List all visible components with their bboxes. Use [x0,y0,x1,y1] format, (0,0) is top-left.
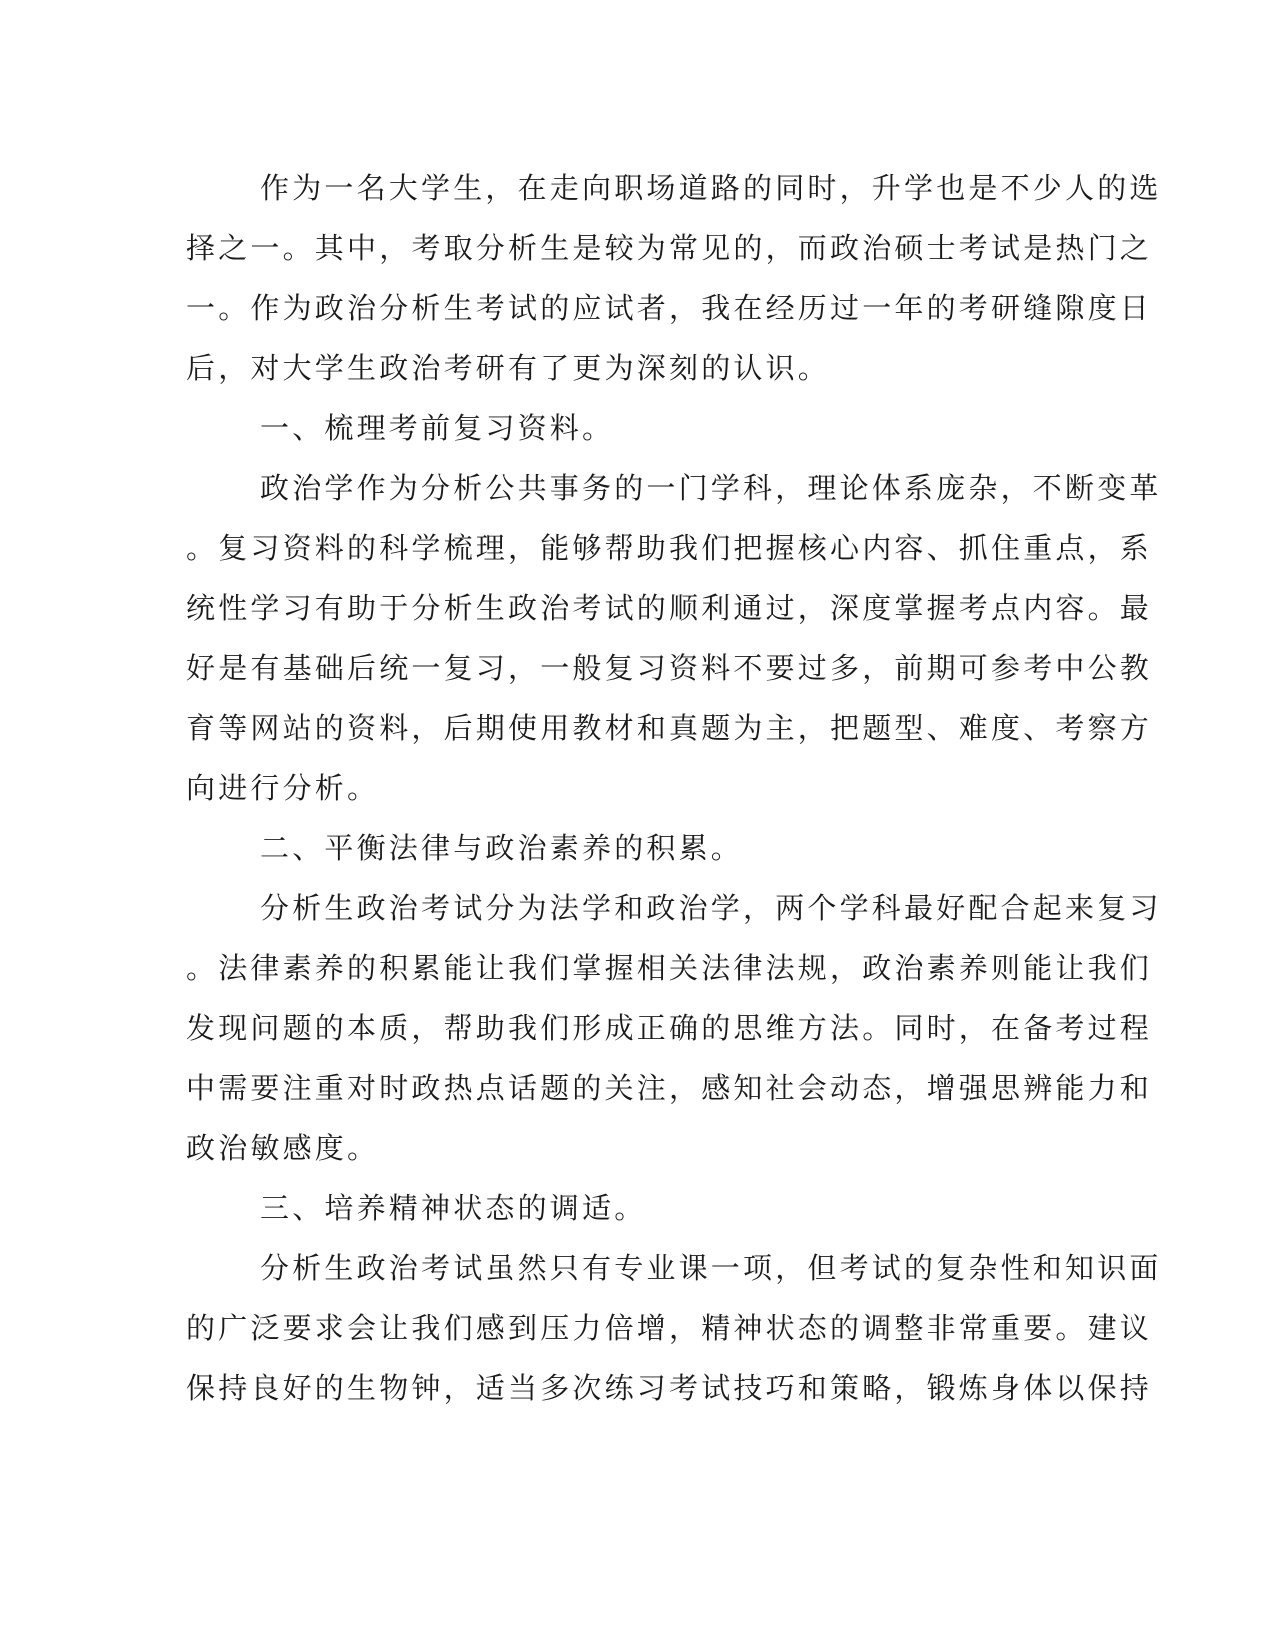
text-line: 发现问题的本质，帮助我们形成正确的思维方法。同时，在备考过程 [186,1011,1153,1045]
heading-line: 三、培养精神状态的调适。 [260,1191,647,1225]
text-line: 。法律素养的积累能让我们掌握相关法律法规，政治素养则能让我们 [186,951,1153,985]
paragraph-section-2 [186,878,1162,1178]
section-heading-1 [186,398,1066,458]
paragraph-section-1 [186,458,1162,818]
text-line: 向进行分析。 [186,771,380,805]
text-line: 政治敏感度。 [186,1131,380,1165]
text-line: 一。作为政治分析生考试的应试者，我在经历过一年的考研缝隙度日 [186,291,1153,325]
text-line: 统性学习有助于分析生政治考试的顺利通过，深度掌握考点内容。最 [186,591,1153,625]
text-line: 后，对大学生政治考研有了更为深刻的认识。 [186,351,831,385]
text-line: 育等网站的资料，后期使用教材和真题为主，把题型、难度、考察方 [186,711,1153,745]
text-line: 作为一名大学生，在走向职场道路的同时，升学也是不少人的选 [260,171,1162,205]
text-line: 中需要注重对时政热点话题的关注，感知社会动态，增强思辨能力和 [186,1071,1153,1105]
heading-line: 一、梳理考前复习资料。 [260,411,615,445]
text-line: 政治学作为分析公共事务的一门学科，理论体系庞杂，不断变革 [260,471,1162,505]
text-line: 保持良好的生物钟，适当多次练习考试技巧和策略，锻炼身体以保持 [186,1371,1153,1405]
text-line: 。复习资料的科学梳理，能够帮助我们把握核心内容、抓住重点，系 [186,531,1153,565]
text-line: 择之一。其中，考取分析生是较为常见的，而政治硕士考试是热门之 [186,231,1153,265]
text-line: 好是有基础后统一复习，一般复习资料不要过多，前期可参考中公教 [186,651,1153,685]
paragraph-intro [186,158,1162,398]
paragraph-section-3 [186,1238,1162,1418]
section-heading-3 [186,1178,1066,1238]
text-line: 分析生政治考试分为法学和政治学，两个学科最好配合起来复习 [260,891,1162,925]
section-heading-2 [186,818,1066,878]
text-line: 分析生政治考试虽然只有专业课一项，但考试的复杂性和知识面 [260,1251,1162,1285]
text-line: 的广泛要求会让我们感到压力倍增，精神状态的调整非常重要。建议 [186,1311,1153,1345]
heading-line: 二、平衡法律与政治素养的积累。 [260,831,744,865]
document-body [186,158,1162,1418]
